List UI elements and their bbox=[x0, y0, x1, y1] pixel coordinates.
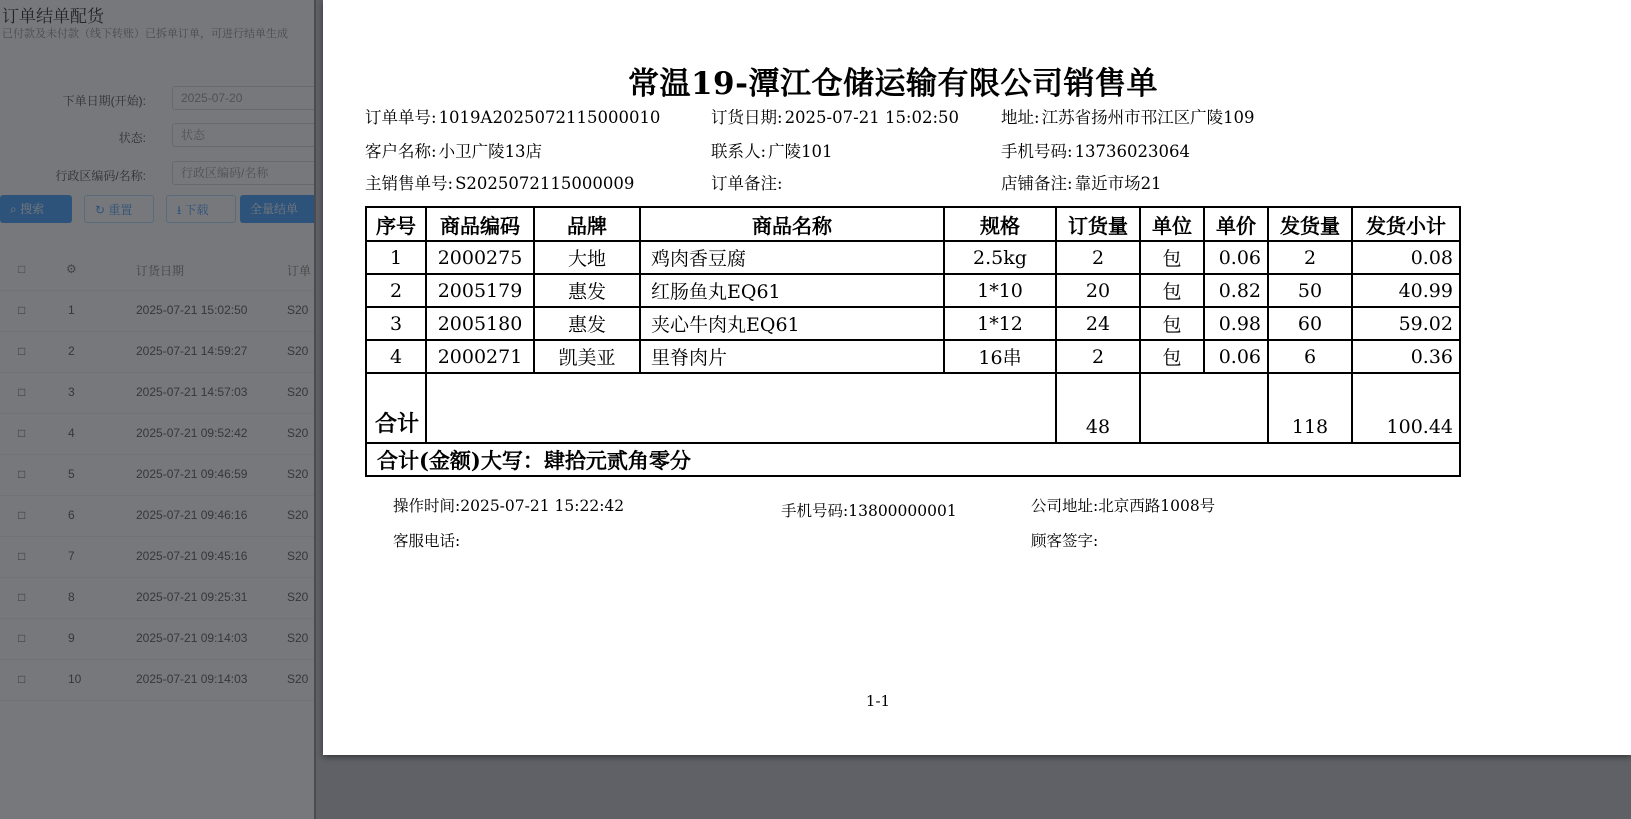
footer-service-phone bbox=[393, 529, 460, 551]
cell-code: 2005180 bbox=[426, 307, 534, 340]
footer-label: 顾客签字: bbox=[1031, 532, 1099, 550]
info-label: 地址: bbox=[1001, 108, 1040, 127]
table-row bbox=[366, 307, 1460, 340]
info-value: 广陵101 bbox=[768, 142, 833, 161]
items-table bbox=[365, 206, 1461, 477]
info-label: 订货日期: bbox=[711, 108, 783, 127]
cell-spec: 2.5kg bbox=[944, 241, 1056, 274]
cell-ship: 2 bbox=[1268, 241, 1352, 274]
info-label: 订单备注: bbox=[711, 174, 783, 193]
cell-unit: 包 bbox=[1140, 274, 1204, 307]
cell-unit: 包 bbox=[1140, 241, 1204, 274]
cell-brand: 大地 bbox=[534, 241, 640, 274]
cell-price: 0.98 bbox=[1204, 307, 1268, 340]
cell-ship: 50 bbox=[1268, 274, 1352, 307]
footer-phone bbox=[781, 499, 957, 521]
info-label: 订单单号: bbox=[365, 108, 437, 127]
info-label: 联系人: bbox=[711, 142, 767, 161]
info-customer bbox=[365, 138, 542, 162]
th-subtotal: 发货小计 bbox=[1352, 207, 1460, 241]
cell-spec: 1*12 bbox=[944, 307, 1056, 340]
footer-value: 13800000001 bbox=[848, 502, 957, 520]
table-row bbox=[366, 340, 1460, 373]
info-order-note bbox=[711, 170, 785, 194]
footer-company-address bbox=[1031, 494, 1215, 516]
info-order-date bbox=[711, 104, 959, 128]
footer-label: 公司地址: bbox=[1031, 497, 1099, 515]
total-qty: 48 bbox=[1056, 373, 1140, 443]
cell-name: 里脊肉片 bbox=[640, 340, 944, 373]
info-address bbox=[1001, 104, 1255, 128]
info-value: 小卫广陵13店 bbox=[438, 142, 543, 161]
cell-subtotal: 40.99 bbox=[1352, 274, 1460, 307]
footer-value: 北京西路1008号 bbox=[1098, 497, 1216, 515]
info-label: 客户名称: bbox=[365, 142, 437, 161]
footer-value: 2025-07-21 15:22:42 bbox=[460, 497, 625, 515]
cell-no: 2 bbox=[366, 274, 426, 307]
cell-code: 2000275 bbox=[426, 241, 534, 274]
info-main-sales-no bbox=[365, 170, 634, 194]
th-price: 单价 bbox=[1204, 207, 1268, 241]
cell-brand: 惠发 bbox=[534, 274, 640, 307]
table-row bbox=[366, 241, 1460, 274]
cell-qty: 20 bbox=[1056, 274, 1140, 307]
total-row bbox=[366, 373, 1460, 443]
cell-price: 0.82 bbox=[1204, 274, 1268, 307]
info-value: 靠近市场21 bbox=[1074, 174, 1162, 193]
cell-name: 夹心牛肉丸EQ61 bbox=[640, 307, 944, 340]
upper-total-text: 合计(金额)大写：肆拾元贰角零分 bbox=[366, 443, 1460, 476]
footer-label: 操作时间: bbox=[393, 497, 461, 515]
cell-spec: 1*10 bbox=[944, 274, 1056, 307]
modal-overlay[interactable] bbox=[0, 0, 316, 819]
th-unit: 单位 bbox=[1140, 207, 1204, 241]
th-code: 商品编码 bbox=[426, 207, 534, 241]
footer-signature bbox=[1031, 529, 1098, 551]
total-empty bbox=[426, 373, 1056, 443]
th-spec: 规格 bbox=[944, 207, 1056, 241]
cell-ship: 60 bbox=[1268, 307, 1352, 340]
cell-price: 0.06 bbox=[1204, 340, 1268, 373]
cell-qty: 2 bbox=[1056, 340, 1140, 373]
info-phone bbox=[1001, 138, 1190, 162]
total-ship: 118 bbox=[1268, 373, 1352, 443]
info-label: 手机号码: bbox=[1001, 142, 1073, 161]
table-row bbox=[366, 274, 1460, 307]
footer-op-time bbox=[393, 494, 624, 516]
cell-no: 3 bbox=[366, 307, 426, 340]
info-value: 江苏省扬州市邗江区广陵109 bbox=[1041, 108, 1255, 127]
info-label: 主销售单号: bbox=[365, 174, 454, 193]
cell-brand: 凯美亚 bbox=[534, 340, 640, 373]
th-brand: 品牌 bbox=[534, 207, 640, 241]
document-title: 常温19-潭江仓储运输有限公司销售单 bbox=[627, 66, 1158, 102]
info-value: 13736023064 bbox=[1074, 142, 1191, 161]
th-ship: 发货量 bbox=[1268, 207, 1352, 241]
cell-brand: 惠发 bbox=[534, 307, 640, 340]
cell-spec: 16串 bbox=[944, 340, 1056, 373]
cell-code: 2000271 bbox=[426, 340, 534, 373]
th-name: 商品名称 bbox=[640, 207, 944, 241]
print-preview-page bbox=[323, 0, 1631, 755]
cell-name: 鸡肉香豆腐 bbox=[640, 241, 944, 274]
cell-subtotal: 59.02 bbox=[1352, 307, 1460, 340]
info-value: S2025072115000009 bbox=[455, 174, 635, 193]
cell-unit: 包 bbox=[1140, 307, 1204, 340]
info-contact bbox=[711, 138, 833, 162]
cell-subtotal: 0.36 bbox=[1352, 340, 1460, 373]
upper-total-row bbox=[366, 443, 1460, 476]
info-order-no bbox=[365, 104, 660, 128]
cell-code: 2005179 bbox=[426, 274, 534, 307]
cell-price: 0.06 bbox=[1204, 241, 1268, 274]
info-label: 店铺备注: bbox=[1001, 174, 1073, 193]
cell-ship: 6 bbox=[1268, 340, 1352, 373]
page-number: 1-1 bbox=[865, 692, 891, 710]
cell-no: 1 bbox=[366, 241, 426, 274]
cell-unit: 包 bbox=[1140, 340, 1204, 373]
th-qty: 订货量 bbox=[1056, 207, 1140, 241]
cell-qty: 2 bbox=[1056, 241, 1140, 274]
table-header-row bbox=[366, 207, 1460, 241]
total-empty-2 bbox=[1140, 373, 1268, 443]
th-no: 序号 bbox=[366, 207, 426, 241]
total-subtotal: 100.44 bbox=[1352, 373, 1460, 443]
viewer-divider bbox=[314, 0, 316, 819]
cell-no: 4 bbox=[366, 340, 426, 373]
info-value: 2025-07-21 15:02:50 bbox=[784, 108, 960, 127]
cell-qty: 24 bbox=[1056, 307, 1140, 340]
cell-subtotal: 0.08 bbox=[1352, 241, 1460, 274]
footer-label: 手机号码: bbox=[781, 502, 849, 520]
cell-name: 红肠鱼丸EQ61 bbox=[640, 274, 944, 307]
info-store-note bbox=[1001, 170, 1162, 194]
total-label: 合计 bbox=[366, 373, 426, 443]
footer-label: 客服电话: bbox=[393, 532, 461, 550]
info-value: 1019A2025072115000010 bbox=[438, 108, 661, 127]
